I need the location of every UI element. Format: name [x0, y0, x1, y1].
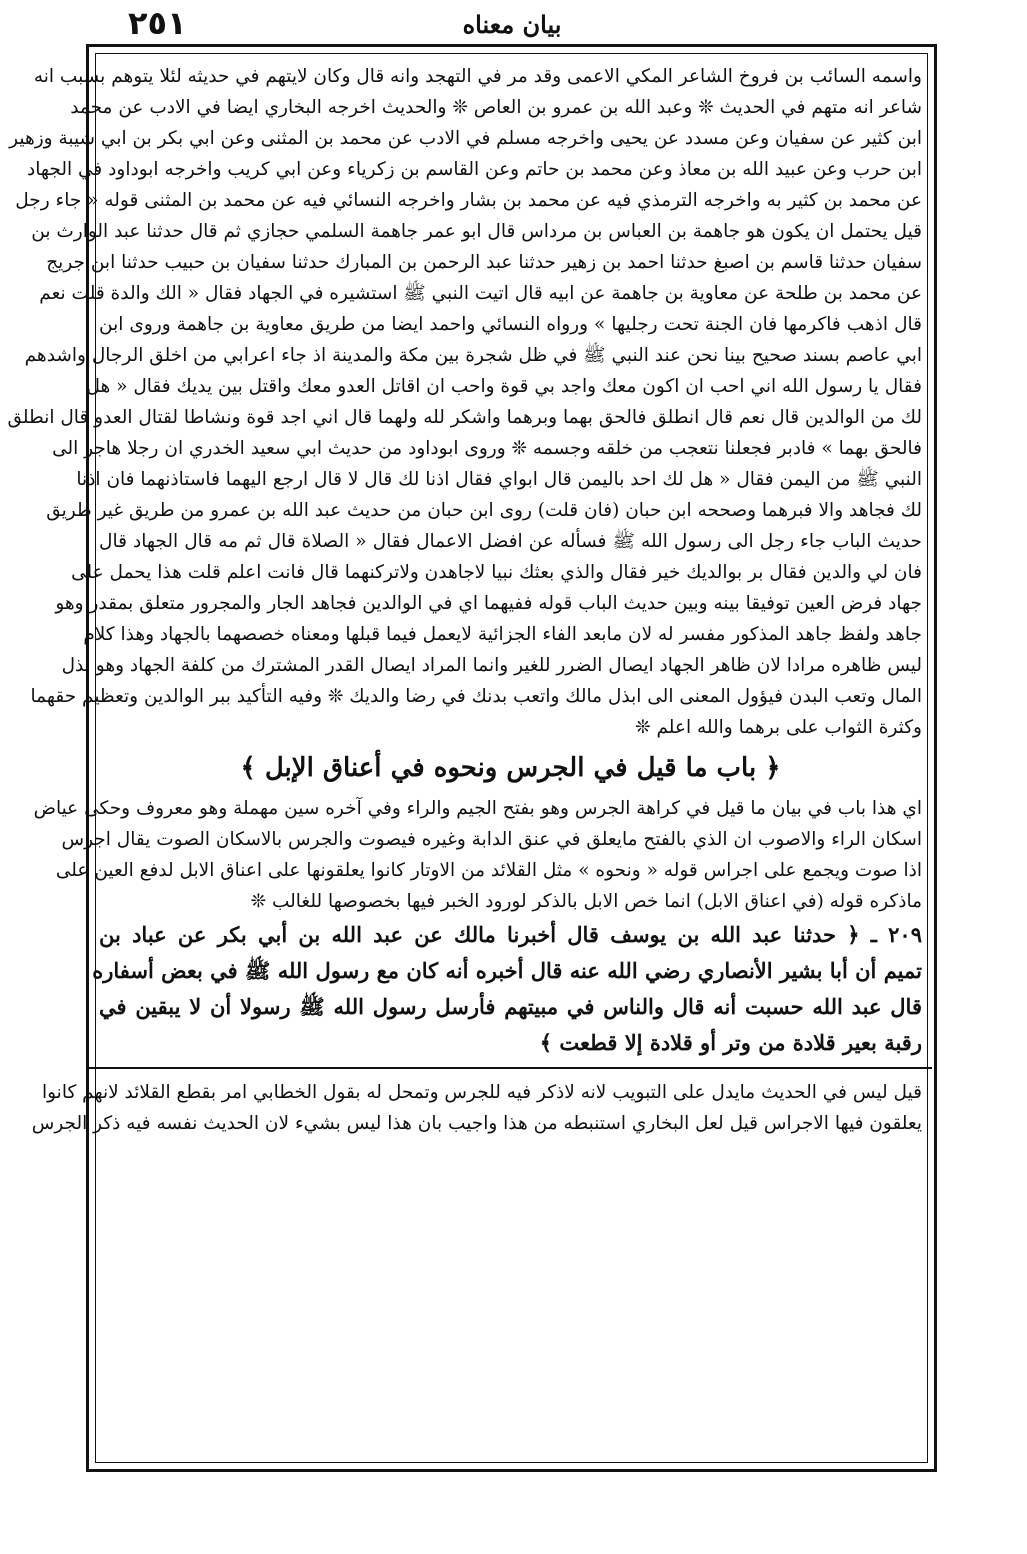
- page-content: [7, 61, 922, 1459]
- text-line: سفيان حدثنا قاسم بن اصبغ حدثنا احمد بن زهير حدثنا عبد الرحمن بن المبارك حدثنا سفيان بن حبيب حدثنا ابن جريج: [46, 252, 922, 273]
- commentary-middle: [33, 793, 922, 917]
- text-line: النبي ﷺ من اليمن فقال « هل لك احد باليمن قال ابواي فقال اذنا لك قال لا قال ارجع اليهما فاستاذنهما فان اذنا: [76, 469, 922, 490]
- text-line: فان لي والدين فقال بر بوالديك خير فقال والذي بعثك نبيا لاجاهدن ولاتركنهما قال فانت اعلم قلت هذا يحمل على: [71, 562, 922, 583]
- text-line: شاعر انه متهم في الحديث ❊ وعبد الله بن عمرو بن العاص ❊ والحديث اخرجه البخاري ايضا في الادب عن محمد: [70, 97, 922, 118]
- text-line: فالحق بهما » فادبر فجعلنا نتعجب من خلقه وجسمه ❊ وروى ابوداود من حديث ابي سعيد الخدري ان رجلا هاجر الى: [52, 438, 922, 459]
- text-line: حديث الباب جاء رجل الى رسول الله ﷺ فسأله عن افضل الاعمال فقال « الصلاة قال ثم مه قال الجهاد قال: [99, 531, 922, 552]
- commentary-top: [7, 61, 922, 743]
- text-line: اذا صوت ويجمع على اجراس قوله « ونحوه » مثل القلائد من الاوتار كانوا يعلقونها على اعناق الابل لدفع العين على: [55, 860, 922, 881]
- text-line: رقبة بعير قلادة من وتر أو قلادة إلا قطعت ﴾: [539, 1030, 922, 1055]
- text-line: واسمه السائب بن فروخ الشاعر المكي الاعمى وقد مر في التهجد وانه قال وكان لايتهم في حديثه لئلا يتوهم بسبب انه: [33, 66, 922, 87]
- text-line: اسكان الراء والاصوب ان الذي بالفتح مايعلق في عنق الدابة وغيره فيصوت والجرس بالاسكان الصوت يقال اجرس: [61, 829, 922, 850]
- text-line: ليس ظاهره مرادا لان ظاهر الجهاد ايصال الضرر للغير وانما المراد ايصال القدر المشترك من كلفة الجهاد وهو بذل: [61, 655, 922, 676]
- text-line: قال عبد الله حسبت أنه قال والناس في مبيتهم فأرسل رسول الله ﷺ رسولا أن لا يبقين في: [99, 994, 922, 1019]
- text-line: المال وتعب البدن فيؤول المعنى الى ابذل مالك واتعب بدنك في رضا والديك ❊ وفيه التأكيد ببر الوالدين وتعظيم حقهما: [30, 686, 922, 707]
- text-line: ابن حرب وعن عبيد الله بن معاذ وعن محمد بن حاتم وعن القاسم بن زكرياء وعن ابي كريب واخرجه ابوداود في الجهاد: [27, 159, 922, 180]
- running-title: بيان معناه: [462, 10, 562, 39]
- text-line: عن محمد بن كثير به واخرجه الترمذي فيه عن محمد بن بشار واخرجه النسائي فيه عن محمد بن المثنى قوله « جاء رجل: [15, 190, 922, 211]
- text-line: اي هذا باب في بيان ما قيل في كراهة الجرس وهو بفتح الجيم والراء وفي آخره سين مهملة وهو معروف وحكى عياض: [33, 798, 922, 819]
- text-line: ماذكره قوله (في اعناق الابل) انما خص الابل بالذكر لورود الخبر فيها بخصوصها للغالب ❊: [250, 891, 922, 912]
- text-line: ٢٠٩ ـ ﴿ حدثنا عبد الله بن يوسف قال أخبرنا مالك عن عبد الله بن أبي بكر عن عباد بن: [99, 922, 922, 947]
- text-line: وكثرة الثواب على برهما والله اعلم ❊: [635, 717, 922, 738]
- chapter-title: ﴿ باب ما قيل في الجرس ونحوه في أعناق الإبل ﴾: [240, 753, 781, 783]
- text-line: ابن كثير عن سفيان وعن مسدد عن يحيى واخرجه مسلم في الادب عن محمد بن المثنى وعن ابي بكر بن ابي شيبة وزهير: [9, 128, 922, 149]
- commentary-bottom: [31, 1077, 922, 1139]
- page-number: ٢٥١: [128, 4, 187, 42]
- text-line: قيل يحتمل ان يكون هو جاهمة بن العباس بن مرداس قال ابو عمر جاهمة السلمي حجازي ثم قال حدثنا عبد الوارث بن: [31, 221, 922, 242]
- text-line: جاهد ولفظ جاهد المذكور مفسر له لان مابعد الفاء الجزائية لايعمل فيما قبلها ومعناه خصصهما بالجهاد وهذا كلام: [83, 624, 922, 645]
- text-line: عن محمد بن طلحة عن معاوية بن جاهمة عن ابيه قال اتيت النبي ﷺ استشيره في الجهاد فقال « الك والدة قلت نعم: [39, 283, 922, 304]
- text-line: قيل ليس في الحديث مايدل على التبويب لانه لاذكر فيه للجرس وتمحل له بقول الخطابي امر بقطع القلائد لانهم كانوا: [41, 1082, 922, 1103]
- divider: [89, 1067, 932, 1069]
- page-frame: [7, 44, 937, 1472]
- text-line: فقال يا رسول الله اني احب ان اكون معك واجد بي قوة واحب ان اقاتل العدو معك واقتل بين يديك فقال « هل: [86, 376, 922, 397]
- text-line: لك من الوالدين قال نعم قال انطلق فالحق بهما وبرهما واشكر لله ولهما قال اني اجد قوة ونشاطا لقتال العدو قال انطلق: [7, 407, 922, 428]
- text-line: لك فجاهد والا فبرهما وصححه ابن حبان (فان قلت) روى ابن حبان من حديث عبد الله بن عمرو من طريق غير طريق: [46, 500, 922, 521]
- hadith-text: [92, 917, 922, 1061]
- text-line: تميم أن أبا بشير الأنصاري رضي الله عنه قال أخبره أنه كان مع رسول الله ﷺ في بعض أسفاره: [92, 958, 922, 983]
- text-line: ابي عاصم بسند صحيح بينا نحن عند النبي ﷺ في ظل شجرة بين مكة والمدينة اذ جاء اعرابي من اخلق الرجال واشدهم: [24, 345, 922, 366]
- text-line: يعلقون فيها الاجراس قيل لعل البخاري استنبطه من هذا واجيب بان هذا ليس بشيء لان الحديث نفسه فيه ذكر الجرس: [31, 1113, 922, 1134]
- text-line: جهاد فرض العين توفيقا بينه وبين حديث الباب قوله ففيهما اي في الوالدين فجاهد الجار والمجرور متعلق بمقدر وهو: [55, 593, 922, 614]
- text-line: قال اذهب فاكرمها فان الجنة تحت رجليها » ورواه النسائي واحمد ايضا من طريق معاوية بن جاهمة وروى ابن: [99, 314, 922, 335]
- page-header: [88, 4, 936, 48]
